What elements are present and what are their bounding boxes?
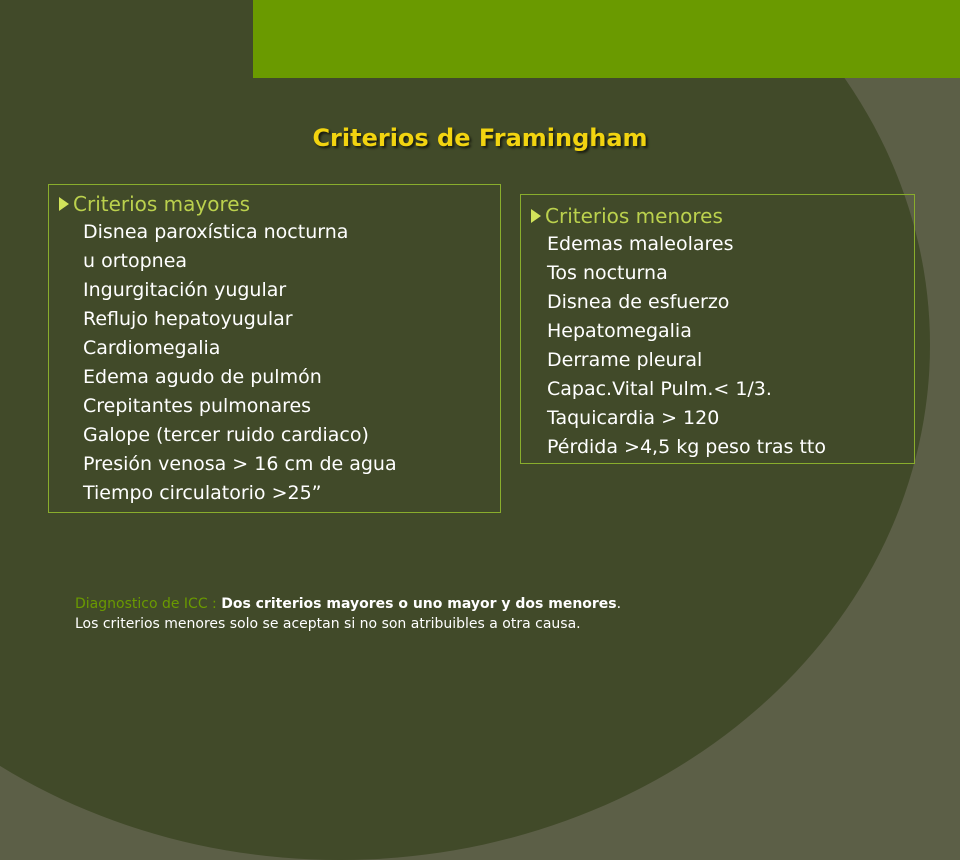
diagnosis-note-line-2: Los criterios menores solo se aceptan si no son atribuibles a otra causa. [75,616,581,632]
list-item: Disnea paroxística nocturna [83,221,349,243]
list-item: Tiempo circulatorio >25” [83,482,322,504]
diagnosis-rule-period: . [616,596,622,612]
list-item: Tos nocturna [547,262,668,284]
list-item: Crepitantes pulmonares [83,395,312,417]
list-item: Edemas maleolares [547,233,734,255]
major-criteria-heading-label: Criterios mayores [73,191,251,216]
list-item: Disnea de esfuerzo [547,291,730,313]
list-item: Derrame pleural [547,349,703,371]
minor-criteria-heading-label: Criterios menores [545,203,723,228]
minor-criteria-list [531,230,914,462]
arrow-bullet-icon [59,197,69,211]
list-item: Taquicardia > 120 [547,407,720,429]
list-item: Capac.Vital Pulm.< 1/3. [547,378,772,400]
list-item: Cardiomegalia [83,337,221,359]
major-criteria-list [59,218,500,508]
minor-criteria-box [520,194,915,464]
top-accent-bar [253,0,960,78]
minor-criteria-heading [531,201,914,230]
list-item: Presión venosa > 16 cm de agua [83,453,397,475]
list-item: Reflujo hepatoyugular [83,308,293,330]
diagnosis-note-line-1 [75,594,935,614]
major-criteria-box [48,184,501,513]
list-item: Pérdida >4,5 kg peso tras tto [547,436,826,458]
major-criteria-heading [59,189,500,218]
list-item: Galope (tercer ruido cardiaco) [83,424,369,446]
arrow-bullet-icon [531,209,541,223]
list-item: Edema agudo de pulmón [83,366,322,388]
list-item: u ortopnea [83,250,188,272]
diagnosis-rule: Dos criterios mayores o uno mayor y dos menores [221,596,617,612]
slide-title: Criterios de Framingham [312,124,648,152]
diagnosis-note [75,594,935,634]
diagnosis-note-label: Diagnostico de ICC : [75,596,222,612]
list-item: Ingurgitación yugular [83,279,287,301]
list-item: Hepatomegalia [547,320,692,342]
